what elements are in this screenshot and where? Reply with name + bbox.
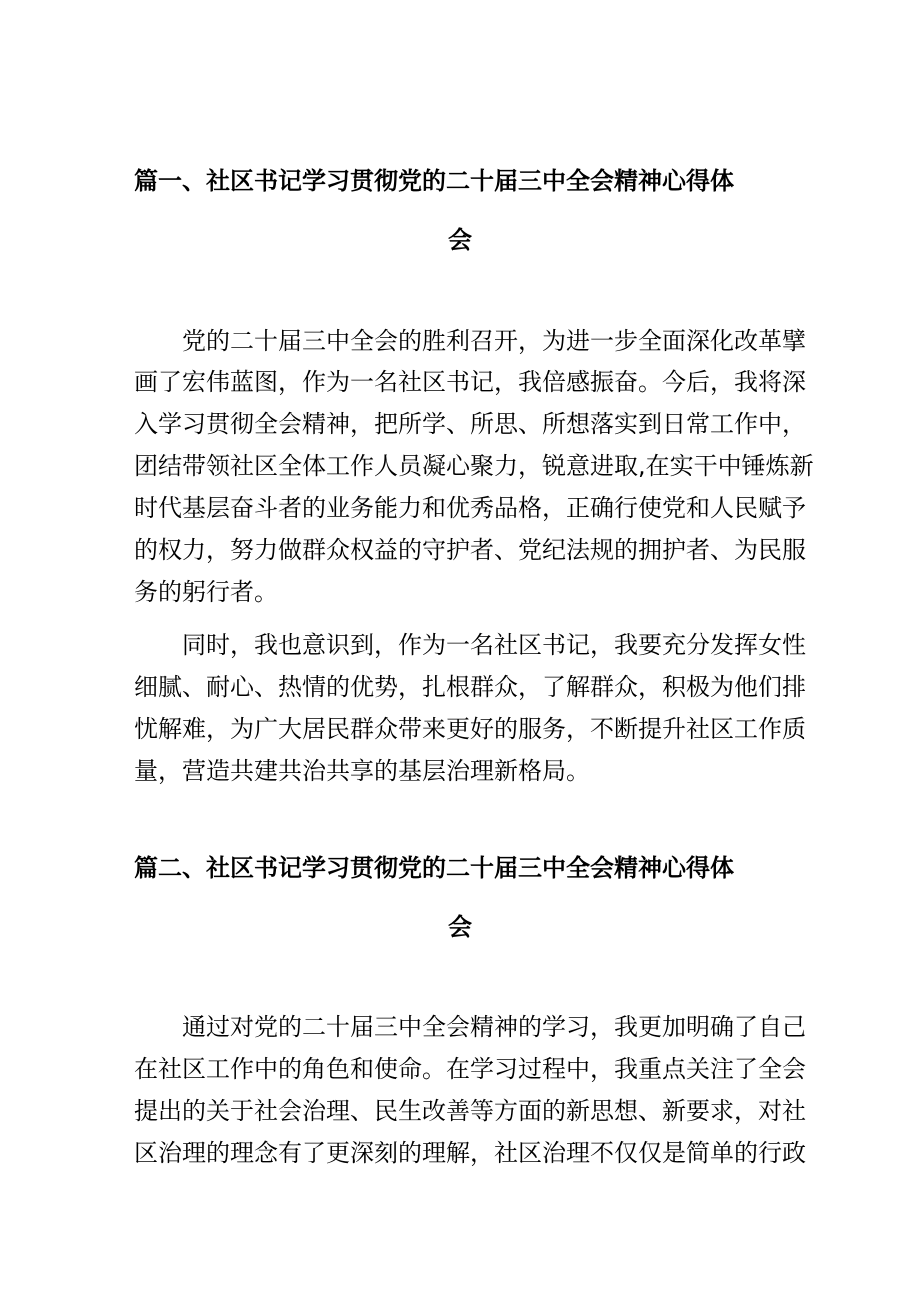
section1-p2-line3: 忧解难，为广大居民群众带来更好的服务，不断提升社区工作质 <box>134 715 806 743</box>
section1-p1-line4: 团结带领社区全体工作人员凝心聚力，锐意进取,在实干中锤炼新 <box>134 452 814 480</box>
section1-title-line1: 篇一、社区书记学习贯彻党的二十届三中全会精神心得体 <box>134 167 734 195</box>
section1-p2-line1: 同时，我也意识到，作为一名社区书记，我要充分发挥女性 <box>182 631 806 659</box>
section1-p1-line5: 时代基层奋斗者的业务能力和优秀品格，正确行使党和人民赋予 <box>134 494 806 522</box>
section2-title-line2: 会 <box>448 913 472 941</box>
section1-p1-line7: 务的躬行者。 <box>134 578 278 606</box>
section1-p1-line1: 党的二十届三中全会的胜利召开，为进一步全面深化改革擘 <box>182 327 806 355</box>
section1-p2-line4: 量，营造共建共治共享的基层治理新格局。 <box>134 757 590 785</box>
section1-p1-line3: 入学习贯彻全会精神，把所学、所思、所想落实到日常工作中， <box>134 410 806 438</box>
section1-p1-line6: 的权力，努力做群众权益的守护者、党纪法规的拥护者、为民服 <box>134 536 806 564</box>
section2-p1-line2: 在社区工作中的角色和使命。在学习过程中，我重点关注了全会 <box>134 1055 806 1083</box>
section1-p1-line2: 画了宏伟蓝图，作为一名社区书记，我倍感振奋。今后，我将深 <box>134 368 806 396</box>
section1-p2-line2: 细腻、耐心、热情的优势，扎根群众，了解群众，积极为他们排 <box>134 673 806 701</box>
section2-title-line1: 篇二、社区书记学习贯彻党的二十届三中全会精神心得体 <box>134 854 734 882</box>
section2-p1-line1: 通过对党的二十届三中全会精神的学习，我更加明确了自己 <box>182 1013 806 1041</box>
section2-p1-line4: 区治理的理念有了更深刻的理解，社区治理不仅仅是简单的行政 <box>134 1139 806 1167</box>
section1-title-line2: 会 <box>448 226 472 254</box>
section2-p1-line3: 提出的关于社会治理、民生改善等方面的新思想、新要求，对社 <box>134 1097 806 1125</box>
